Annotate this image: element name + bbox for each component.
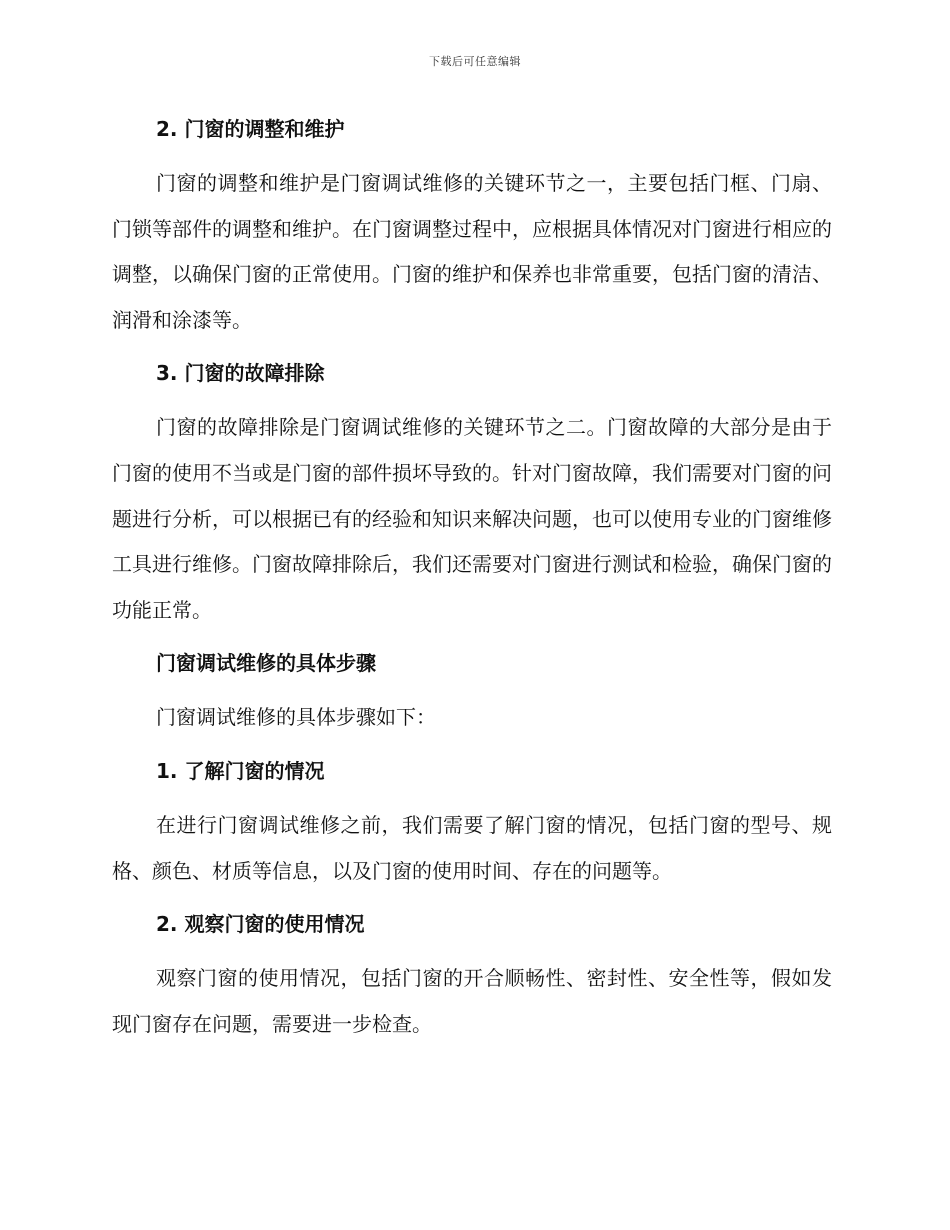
section-heading: 2. 观察门窗的使用情况: [156, 912, 365, 937]
section-heading: 1. 了解门窗的情况: [156, 758, 325, 783]
section-heading: 3. 门窗的故障排除: [156, 361, 325, 386]
header-note: 下载后可任意编辑: [429, 55, 521, 68]
section-paragraph: 门窗的故障排除是门窗调试维修的关键环节之二。门窗故障的大部分是由于门窗的使用不当或是门窗的部件损坏导致的。针对门窗故障，我们需要对门窗的问题进行分析，可以根据已有的经验和知识来解决问题，也可以使用专业的门窗维修工具进行维修。门窗故障排除后，我们还需要对门窗进行测试和检验，确保门窗的功能正常。: [112, 415, 832, 622]
section-paragraph: 在进行门窗调试维修之前，我们需要了解门窗的情况，包括门窗的型号、规格、颜色、材质等信息，以及门窗的使用时间、存在的问题等。: [112, 812, 832, 883]
document-body: [112, 112, 832, 1047]
section-heading: 2. 门窗的调整和维护: [156, 117, 345, 141]
section-heading: 门窗调试维修的具体步骤: [156, 651, 376, 676]
section-paragraph: 门窗的调整和维护是门窗调试维修的关键环节之一，主要包括门框、门扇、门锁等部件的调整和维护。在门窗调整过程中，应根据具体情况对门窗进行相应的调整，以确保门窗的正常使用。门窗的维护和保养也非常重要，包括门窗的清洁、润滑和涂漆等。: [112, 171, 832, 332]
section-paragraph: 门窗调试维修的具体步骤如下：: [156, 705, 436, 730]
section-paragraph: 观察门窗的使用情况，包括门窗的开合顺畅性、密封性、安全性等，假如发现门窗存在问题，需要进一步检查。: [112, 966, 832, 1036]
